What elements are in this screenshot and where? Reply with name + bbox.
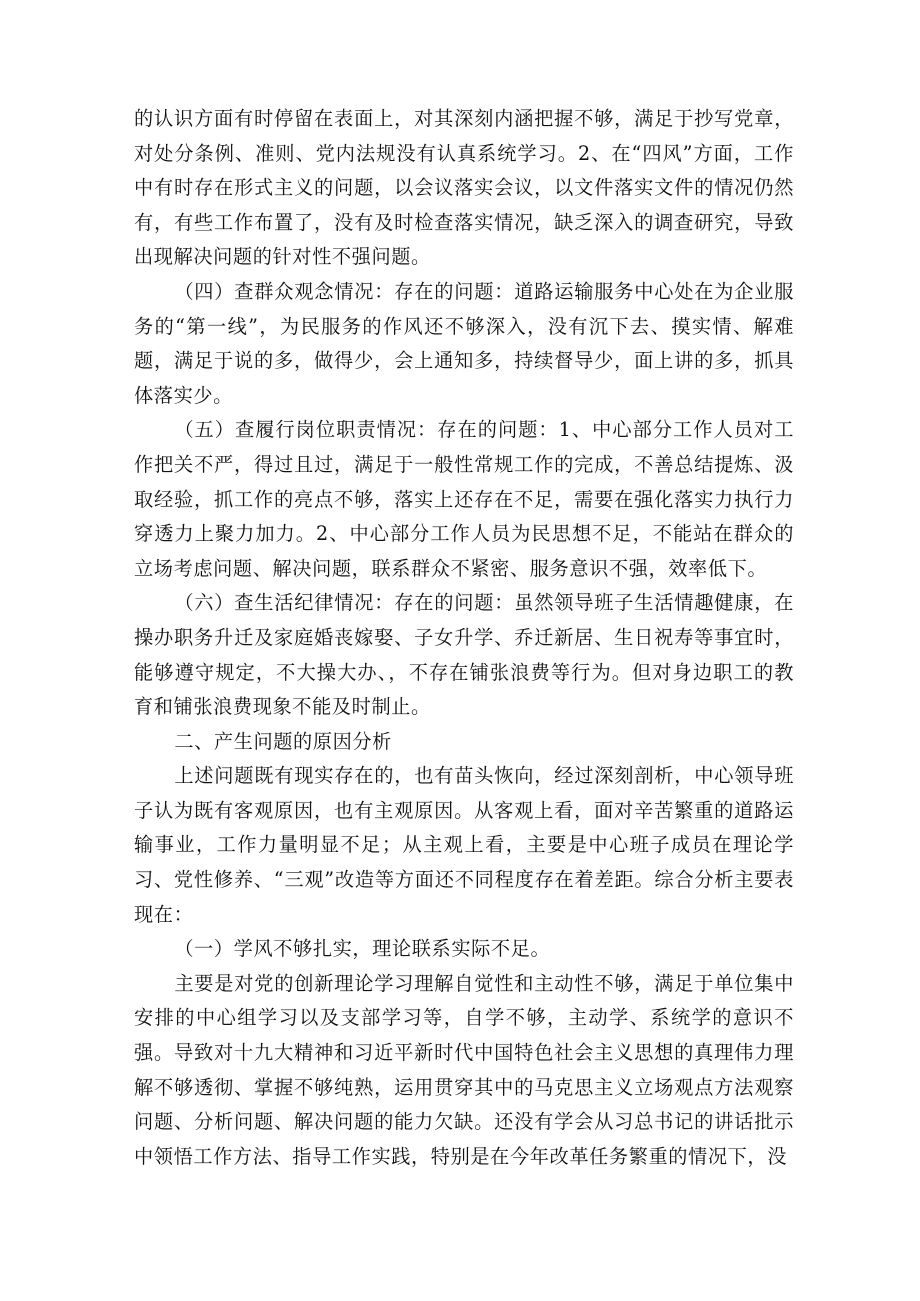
paragraph-study-style: 主要是对党的创新理论学习理解自觉性和主动性不够，满足于单位集中安排的中心组学习以及支部学习等，自学不够，主动学、系统学的意识不强。导致对十九大精神和习近平新时代中国特色社会主义思想的真理伟力理解不够透彻、掌握不够纯熟，运用贯穿其中的马克思主义立场观点方法观察问题、分析问题、解决问题的能力欠缺。还没有学会从习总书记的讲话批示中领悟工作方法、指导工作实践，特别是在今年改革任务繁重的情况下，没 <box>134 971 794 1168</box>
document-body <box>134 102 794 1174</box>
paragraph-section-4: （四）查群众观念情况：存在的问题：道路运输服务中心处在为企业服务的“第一线”，为民服务的作风还不够深入，没有沉下去、摸实情、解难题，满足于说的多，做得少，会上通知多，持续督导少，面上讲的多，抓具体落实少。 <box>134 279 794 407</box>
paragraph-section-6: （六）查生活纪律情况：存在的问题：虽然领导班子生活情趣健康，在操办职务升迁及家庭婚丧嫁娶、子女升学、乔迁新居、生日祝寿等事宜时，能够遵守规定，不大操大办、，不存在铺张浪费等行为。但对身边职工的教育和铺张浪费现象不能及时制止。 <box>134 591 794 719</box>
subheading-study-style: （一）学风不够扎实，理论联系实际不足。 <box>174 937 551 961</box>
paragraph-cause-intro: 上述问题既有现实存在的，也有苗头恢向，经过深刻剖析，中心领导班子认为既有客观原因，也有主观原因。从客观上看，面对辛苦繁重的道路运输事业，工作力量明显不足；从主观上看，主要是中心班子成员在理论学习、党性修养、“三观”改造等方面还不同程度存在着差距。综合分析主要表现在： <box>134 764 794 926</box>
heading-cause-analysis: 二、产生问题的原因分析 <box>174 729 392 753</box>
paragraph-continuation: 的认识方面有时停留在表面上，对其深刻内涵把握不够，满足于抄写党章，对处分条例、准则、党内法规没有认真系统学习。2、在“四风”方面，工作中有时存在形式主义的问题，以会议落实会议，以文件落实文件的情况仍然有，有些工作布置了，没有及时检查落实情况，缺乏深入的调查研究，导致出现解决问题的针对性不强问题。 <box>134 107 794 269</box>
paragraph-section-5: （五）查履行岗位职责情况：存在的问题：1、中心部分工作人员对工作把关不严，得过且过，满足于一般性常规工作的完成，不善总结提炼、汲取经验，抓工作的亮点不够，落实上还存在不足，需要在强化落实力执行力穿透力上聚力加力。2、中心部分工作人员为民思想不足，不能站在群众的立场考虑问题、解决问题，联系群众不紧密、服务意识不强，效率低下。 <box>134 418 794 580</box>
